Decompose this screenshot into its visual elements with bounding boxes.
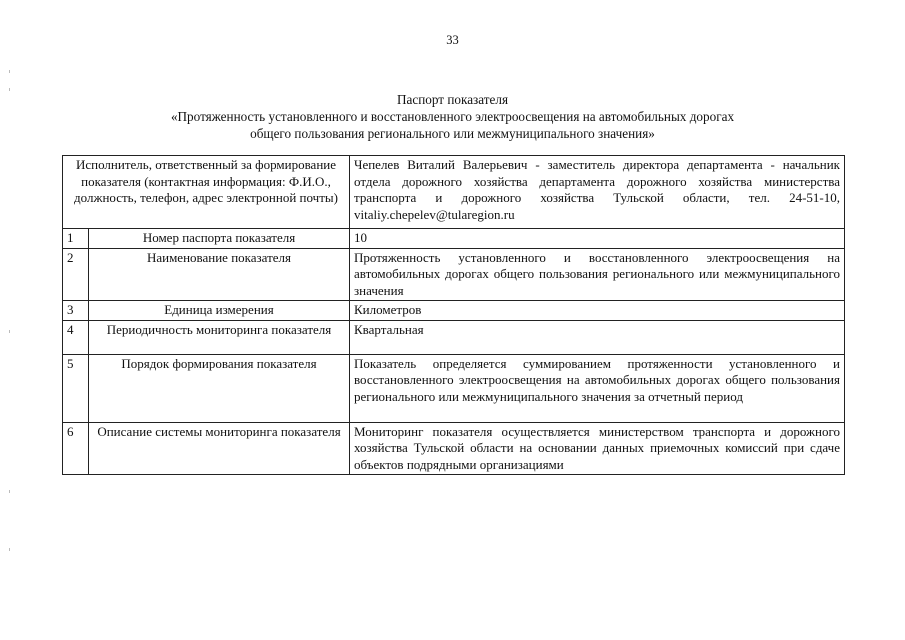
row-label: Периодичность мониторинга показателя <box>89 320 350 354</box>
row-number: 4 <box>63 320 89 354</box>
row-number: 1 <box>63 229 89 249</box>
table-row <box>63 301 845 321</box>
title-line: «Протяженность установленного и восстановленного электроосвещения на автомобильных дорогах <box>170 109 735 124</box>
row-number: 6 <box>63 422 89 475</box>
row-number: 2 <box>63 248 89 301</box>
executor-value: Чепелев Виталий Валерьевич - заместитель директора департамента - начальник отдела дорожного хозяйства департамента дорожного хозяйства министерства транспорта и дорожного хозяйства Тульской области, тел. 24-51-10, vitaliy.chepelev@tularegion.ru <box>350 156 845 229</box>
row-value: 10 <box>350 229 845 249</box>
row-value: Мониторинг показателя осуществляется министерством транспорта и дорожного хозяйства Тульской области на основании данных приемочных комиссий при сдаче объектов подрядными организациями <box>350 422 845 475</box>
title-line: Паспорт показателя <box>396 92 509 107</box>
table-row <box>63 248 845 301</box>
scan-speck <box>9 490 10 493</box>
title-line: общего пользования регионального или межмуниципального значения» <box>250 126 655 141</box>
row-value: Протяженность установленного и восстановленного электроосвещения на автомобильных дорогах общего пользования регионального или межмуниципального значения <box>350 248 845 301</box>
row-value: Показатель определяется суммированием протяженности установленного и восстановленного электроосвещения на автомобильных дорогах общего пользования регионального или межмуниципального значения за отчетный период <box>350 354 845 422</box>
table-row <box>63 229 845 249</box>
scan-speck <box>9 330 10 333</box>
scan-speck <box>9 70 10 73</box>
row-label: Наименование показателя <box>89 248 350 301</box>
table-row <box>63 422 845 475</box>
row-label: Единица измерения <box>89 301 350 321</box>
row-value: Километров <box>350 301 845 321</box>
passport-table <box>62 155 845 475</box>
table-row <box>63 354 845 422</box>
page-number: 33 <box>446 33 459 47</box>
row-value: Квартальная <box>350 320 845 354</box>
row-number: 3 <box>63 301 89 321</box>
document-title <box>0 91 905 142</box>
row-label: Порядок формирования показателя <box>89 354 350 422</box>
executor-label: Исполнитель, ответственный за формирование показателя (контактная информация: Ф.И.О., должность, телефон, адрес электронной почты) <box>63 156 350 229</box>
row-number: 5 <box>63 354 89 422</box>
table-row-header <box>63 156 845 229</box>
scan-speck <box>9 88 10 91</box>
table-row <box>63 320 845 354</box>
row-label: Описание системы мониторинга показателя <box>89 422 350 475</box>
row-label: Номер паспорта показателя <box>89 229 350 249</box>
scan-speck <box>9 548 10 551</box>
